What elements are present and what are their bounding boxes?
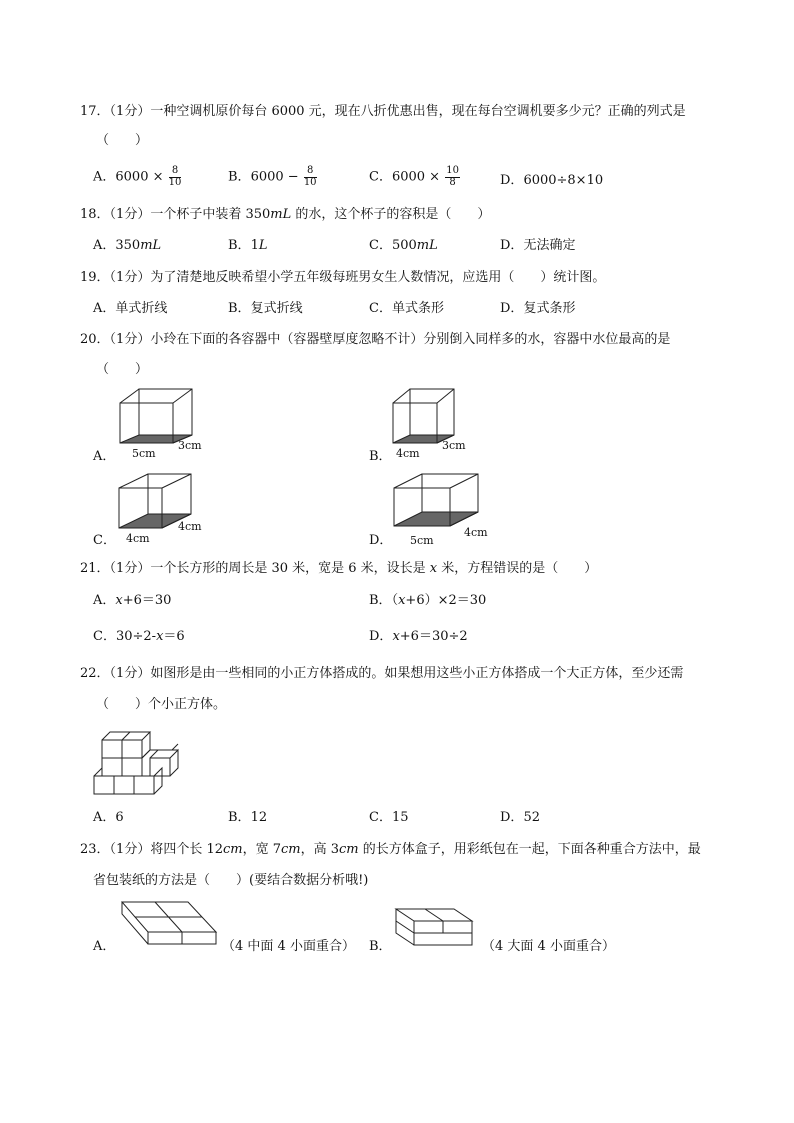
q22-option-c: C．15 [369,810,409,825]
q20-box-d-front-label: 5cm [410,534,434,547]
q19-option-c: C．单式条形 [369,301,444,316]
q18-option-c: C．500mL [369,238,438,253]
q17-option-b: B．6000 − $\frac{8}{10}$ [228,165,317,188]
q23-option-b-figure [392,905,487,950]
q20-option-d-letter: D． [369,533,393,548]
q20-option-c-letter: C． [93,533,116,548]
q21-stem: 21．（1分）一个长方形的周长是 30 米，宽是 6 米，设长是 x 米，方程错误的是（ ） [80,561,598,576]
q19-option-d: D．复式条形 [500,301,576,316]
fraction: $\frac{8}{10}$ [303,165,317,188]
q19-option-a: A．单式折线 [93,301,168,316]
q19-stem: 19．（1分）为了清楚地反映希望小学五年级每班男女生人数情况，应选用（ ）统计图。 [80,270,606,285]
q20-stem: 20．（1分）小玲在下面的各容器中（容器壁厚度忽略不计）分别倒入同样多的水，容器中水位最高的是 [80,332,671,347]
q22-option-b: B．12 [228,810,268,825]
q20-box-c-side-label: 4cm [178,520,202,533]
q23-stem-line2: 省包装纸的方法是（ ）(要结合数据分析哦!) [93,873,369,888]
q23-option-a-letter: A． [93,939,116,954]
q20-blank: （ ） [96,362,149,377]
q20-box-c-front-label: 4cm [126,532,150,545]
q20-option-a-letter: A． [93,449,116,464]
q22-cube-stack-figure [92,722,192,802]
q21-option-b: B．（x+6）×2＝30 [369,593,487,608]
q20-box-b-front-label: 4cm [396,447,420,460]
q20-box-d-figure [388,470,508,548]
q22-blank: （ ）个小正方体。 [96,697,227,712]
q22-stem: 22．（1分）如图形是由一些相同的小正方体搭成的。如果想用这些小正方体搭成一个大正方体，至少还需 [80,666,684,681]
q18-stem: 18．（1分）一个杯子中装着 350mL 的水，这个杯子的容积是（ ） [80,207,491,222]
q23-option-a-figure [118,898,223,950]
q18-option-b: B．1L [228,238,268,253]
q23-option-a-note: （4 中面 4 小面重合） [222,939,355,954]
q17-blank: （ ） [96,133,149,148]
q17-stem: 17．（1分）一种空调机原价每台 6000 元，现在八折优惠出售，现在每台空调机要多少元？正确的列式是 [80,104,686,119]
q19-option-b: B．复式折线 [228,301,303,316]
q22-option-a: A．6 [93,810,124,825]
fraction: $\frac{8}{10}$ [168,165,182,188]
q23-option-b-note: （4 大面 4 小面重合） [482,939,615,954]
q20-box-b-figure [388,385,498,463]
q20-box-b-side-label: 3cm [442,439,466,452]
q17-option-c: C．6000 × $\frac{10}{8}$ [369,165,459,188]
fraction: $\frac{10}{8}$ [446,165,459,188]
q20-box-a-side-label: 3cm [178,439,202,452]
q20-option-b-letter: B． [369,449,392,464]
q23-stem: 23．（1分）将四个长 12cm，宽 7cm，高 3cm 的长方体盒子，用彩纸包在一起，下面各种重合方法中，最 [80,842,701,857]
q21-option-d: D．x+6＝30÷2 [369,629,468,644]
q17-option-a: A．6000 × $\frac{8}{10}$ [93,165,182,188]
q21-option-c: C．30÷2-x＝6 [93,629,185,644]
q22-option-d: D．52 [500,810,540,825]
q18-option-d: D．无法确定 [500,238,576,253]
q20-box-a-figure [112,385,222,463]
q18-option-a: A．350mL [93,238,162,253]
q23-option-b-letter: B． [369,939,392,954]
q17-option-d: D．6000÷8×10 [500,173,604,188]
q21-option-a: A．x+6＝30 [93,593,172,608]
q20-box-c-figure [112,470,222,548]
q20-box-d-side-label: 4cm [464,526,488,539]
q20-box-a-front-label: 5cm [132,447,156,460]
